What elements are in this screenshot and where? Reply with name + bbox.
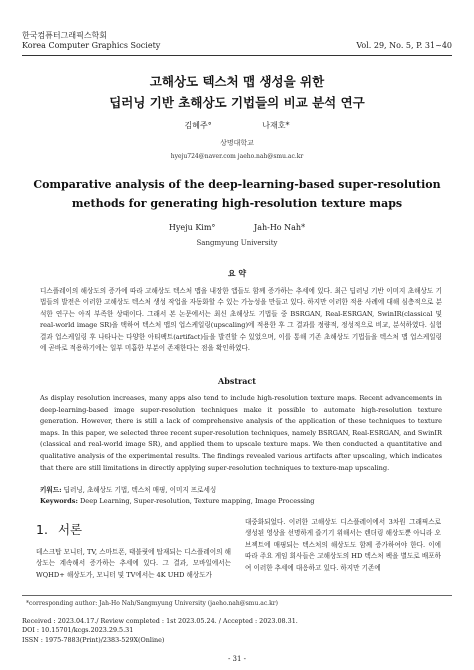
footnote-divider [22, 595, 452, 596]
journal-volume: Vol. 29, No. 5, P. 31~40 [356, 41, 452, 50]
intro-left-column: 데스크탑 모니터, TV, 스마트폰, 태블릿에 탑재되는 디스플레이의 해상도는 계속해서 증가하는 추세에 있다. 그 결과, 모바일에서는 WQHD+ 해상도가, 모니터 및 TV에서는 4K UHD 해상도가 [36, 548, 231, 579]
keywords-ko-text: 딥러닝, 초해상도 기법, 텍스처 매핑, 이미지 프로세싱 [61, 486, 217, 494]
title-ko-line1: 고해상도 텍스처 맵 생성을 위한 [149, 74, 325, 89]
keywords-en [40, 497, 442, 505]
page-number: - 31 - [227, 655, 247, 663]
journal-name-en: Korea Computer Graphics Society [22, 41, 161, 50]
abstract-en-heading: Abstract [218, 376, 256, 386]
authors-ko [0, 120, 474, 131]
section-heading [36, 520, 82, 538]
title-en-line2: methods for generating high-resolution texture maps [71, 197, 403, 210]
issn: ISSN : 1975-7883(Print)/2383-529X(Online) [22, 635, 165, 644]
author-emails: hyeju724@naver.com jaeho.nah@smu.ac.kr [170, 153, 304, 160]
header-divider [22, 55, 452, 56]
author-en-2: Jah-Ho Nah* [253, 223, 306, 232]
corresponding-author-footnote: *corresponding author: Jah-Ho Nah/Sangmyung University (jaeho.nah@smu.ac.kr) [26, 600, 278, 607]
intro-right-column: 대중화되었다. 이러한 고해상도 디스플레이에서 3차원 그래픽스로 생성된 영상을 선명하게 즐기기 위해서는 렌더링 해상도뿐 아니라 오브젝트에 매핑되는 텍스처의 해상도도 함께 증가하여야 한다. 이에 따라 주요 게임 회사들은 고해상도의 HD 텍스처 팩을 별도로 배포하여 이러한 추세에 대응하고 있다. 하지만 기존에 [245, 518, 441, 572]
affiliation-ko: 상명대학교 [220, 139, 254, 147]
authors-en [0, 223, 474, 232]
author-ko-1: 김혜주° [184, 121, 212, 130]
keywords-en-label: Keywords: [40, 497, 78, 505]
publication-info [22, 617, 298, 645]
keywords-ko-label: 키워드: [40, 486, 62, 494]
affiliation-en: Sangmyung University [196, 239, 278, 247]
title-ko-line2: 딥러닝 기반 초해상도 기법들의 비교 분석 연구 [109, 95, 365, 110]
keywords-en-text: Deep Learning, Super-resolution, Texture mapping, Image Processing [77, 497, 315, 505]
doi: DOI : 10.15701/kcgs.2023.29.5.31 [22, 626, 134, 635]
keywords-ko [40, 484, 442, 494]
abstract-ko-text: 디스플레이의 해상도의 증가에 따라 고해상도 텍스처 맵을 내장한 앱들도 함께 증가하는 추세에 있다. 최근 딥러닝 기반 이미지 초해상도 기법들의 발전은 이러한 고해상도 텍스처 생성 작업을 자동화할 수 있는 가능성을 만들고 있다. 하지만 이러한 적용 사례에 대해 심층적으로 분석한 연구는 아직 부족한 상태이다. 그래서 본 논문에서는 최신 초해상도 기법들 중 BSRGAN, Real-ESRGAN, SwinIR(classical 및 real-world image SR)을 택하여 텍스처 맵의 업스케일링(upscaling)에 적용한 후 그 결과를 정량적, 정성적으로 비교, 분석하였다. 실험 결과 업스케일링 후 나타나는 다양한 아티팩트(artifact)들을 발견할 수 있었으며, 이를 통해 기존 초해상도 기법들을 텍스처 맵 업스케일링에 곧바로 적용하기에는 일부 미흡한 부분이 존재한다는 점을 확인하였다. [40, 287, 442, 353]
journal-name-ko: 한국컴퓨터그래픽스학회 [22, 31, 108, 40]
author-ko-2: 나재호* [262, 121, 290, 130]
abstract-en-text: As display resolution increases, many apps also tend to include high-resolution texture maps. Recent advancements in deep-learning-based image super-resolution techniques make it possible to automate high-resolution texture generation. However, there is still a lack of comprehensive analysis of the application of these techniques to texture maps. In this paper, we selected three recent super-resolution techniques, namely BSRGAN, Real-ESRGAN, and SwinIR (classical and real-world image SR), and applied them to upscale texture maps. We then conducted a quantitative and qualitative analysis of the experimental results. The findings revealed various artifacts after upscaling, which indicates that there are still limitations in directly applying super-resolution techniques to texture-map upscaling. [40, 394, 442, 472]
section-number: 1. [36, 522, 48, 537]
author-en-1: Hyeju Kim° [168, 223, 216, 232]
journal-header [22, 31, 452, 51]
section-title: 서론 [57, 522, 83, 537]
title-en-line1: Comparative analysis of the deep-learning-based super-resolution [33, 178, 441, 191]
received-dates: Received : 2023.04.17./ Review completed : 1st 2023.05.24. / Accepted : 2023.08.31. [22, 617, 298, 625]
abstract-ko-heading: 요 약 [227, 269, 247, 278]
